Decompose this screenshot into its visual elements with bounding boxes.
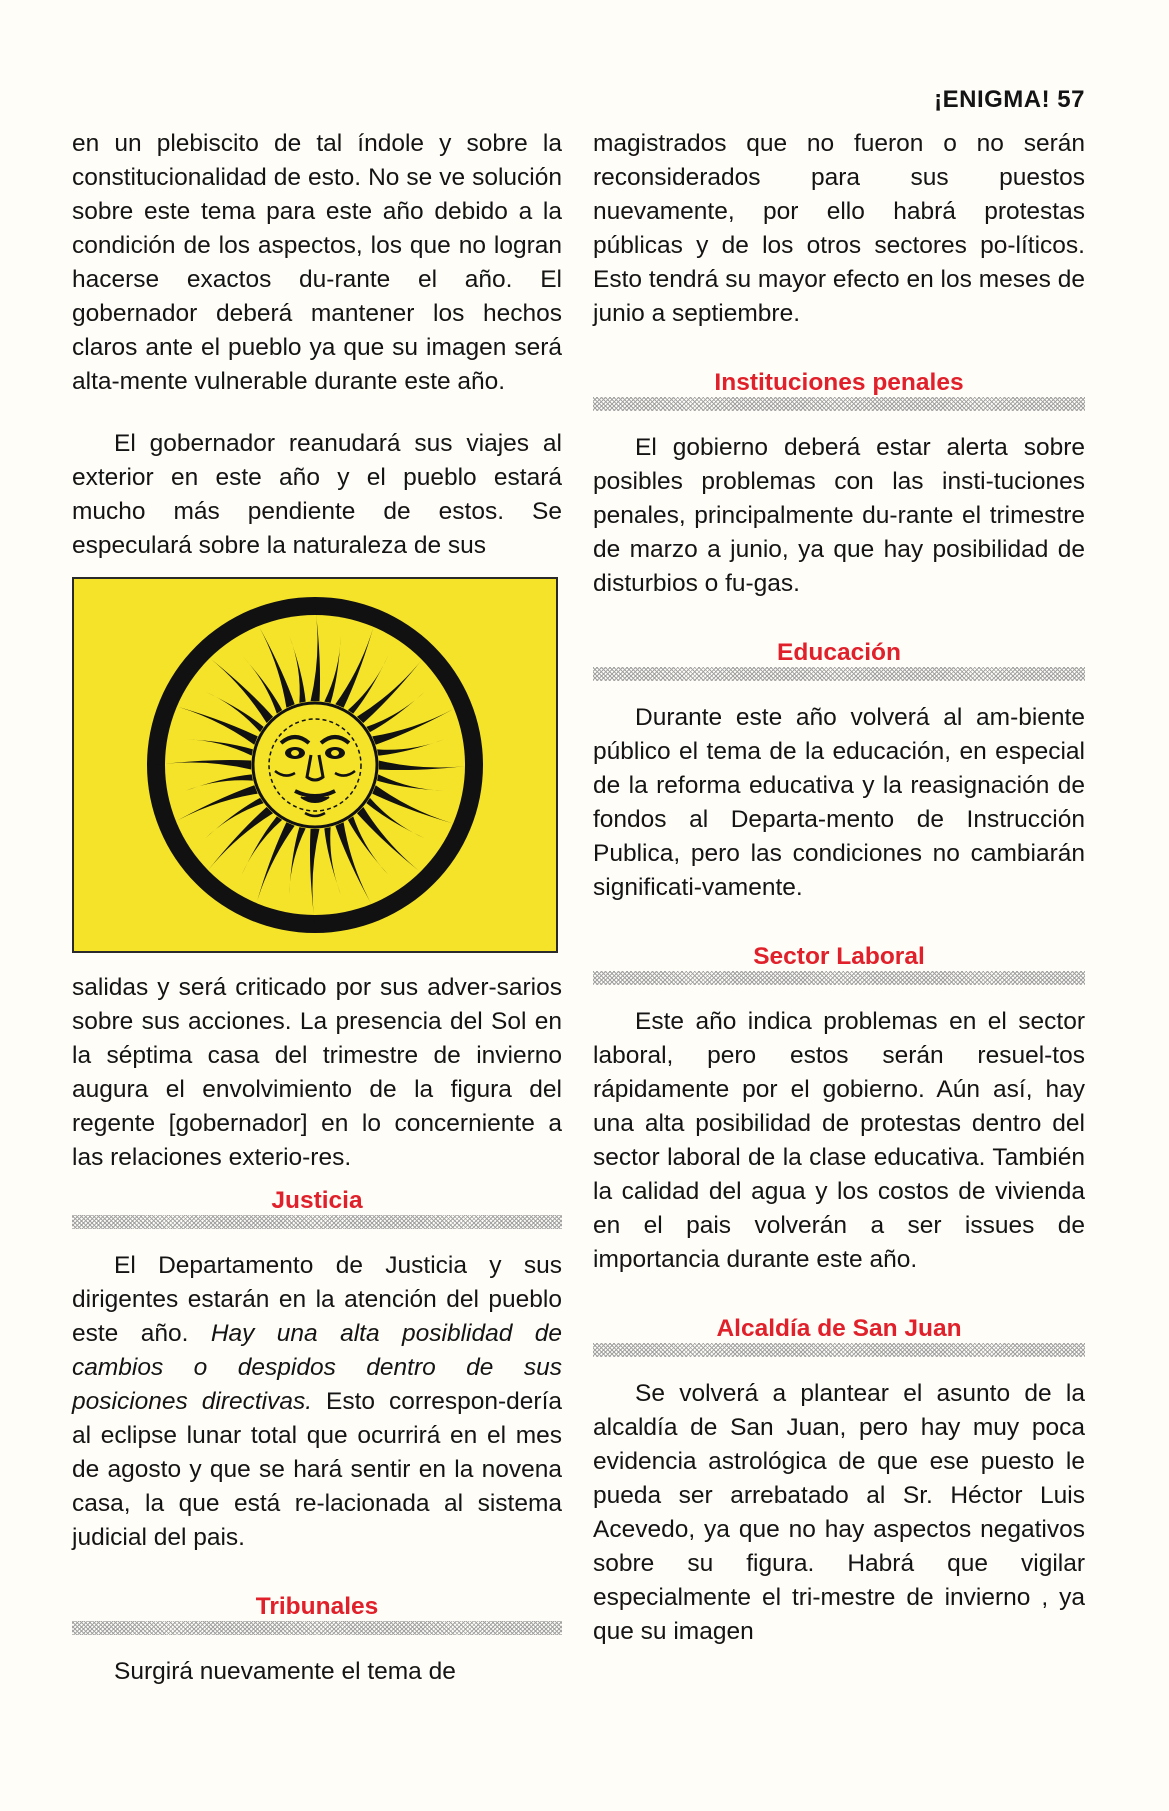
section-title-tribunales: Tribunales: [255, 1593, 379, 1620]
justicia-text-b: Esto correspon-dería al eclipse lunar total que ocurrirá en el mes de agosto y que se hará sentir en la novena casa, la que está re-lacionada al sistema judicial del pais.: [72, 1388, 562, 1551]
hatched-divider: [593, 667, 1085, 681]
left-column: [72, 127, 562, 1689]
magazine-name: ¡ENIGMA!: [934, 86, 1051, 113]
paragraph-justicia: [72, 1249, 562, 1555]
section-title-alcaldia: Alcaldía de San Juan: [716, 1315, 962, 1342]
hatched-divider: [593, 971, 1085, 985]
section-heading-justicia: [72, 1189, 562, 1229]
section-heading-tribunales: [72, 1595, 562, 1635]
sun-illustration: [72, 577, 558, 953]
paragraph-salidas: salidas y será criticado por sus adver-sarios sobre sus acciones. La presencia del Sol en la séptima casa del trimestre de invierno augura el envolvimiento de la figura del regente [gobernador] en lo concerniente a las relaciones exterio-res.: [72, 974, 562, 1171]
sun-face-icon: [80, 585, 550, 945]
paragraph-laboral: Este año indica problemas en el sector laboral, pero estos serán resuel-tos rápidamente por el gobierno. Aún así, hay una alta posibilidad de protestas dentro del sector laboral de la clase educativa. También la calidad del agua y los costos de vivienda en el pais volverán a ser issues de importancia durante este año.: [593, 1008, 1085, 1273]
section-heading-alcaldia: [593, 1317, 1085, 1357]
justicia-text-a: El Departamento de Justicia y sus dirigentes estarán en la atención del pueblo este año.: [72, 1252, 562, 1347]
right-column: [593, 127, 1085, 1649]
page-number: 57: [1057, 86, 1085, 113]
paragraph-magistrados: magistrados que no fueron o no serán reconsiderados para sus puestos nuevamente, por ello habrá protestas públicas y de los otros sectores po-líticos. Esto tendrá su mayor efecto en los meses de junio a septiembre.: [593, 130, 1085, 327]
section-heading-laboral: [593, 945, 1085, 985]
section-title-instituciones: Instituciones penales: [714, 369, 964, 396]
section-title-justicia: Justicia: [271, 1187, 363, 1214]
paragraph-plebiscito: en un plebiscito de tal índole y sobre la constitucionalidad de esto. No se ve solución sobre este tema para este año debido a la condición de los aspectos, los que no logran hacerse exactos du-rante el año. El gobernador deberá mantener los hechos claros ante el pueblo ya que su imagen será alta-mente vulnerable durante este año.: [72, 130, 562, 395]
paragraph-educacion: Durante este año volverá al am-biente público el tema de la educación, en especial de la reforma educativa y la reasignación de fondos al Departa-mento de Instrucción Publica, pero las condiciones no cambiarán significati-vamente.: [593, 704, 1085, 901]
hatched-divider: [72, 1215, 562, 1229]
paragraph-tribunales: Surgirá nuevamente el tema de: [114, 1658, 456, 1685]
section-title-laboral: Sector Laboral: [753, 943, 925, 970]
hatched-divider: [593, 397, 1085, 411]
hatched-divider: [593, 1343, 1085, 1357]
section-heading-instituciones: [593, 371, 1085, 411]
page-header: [0, 86, 1085, 114]
paragraph-viajes: El gobernador reanudará sus viajes al exterior en este año y el pueblo estará mucho más pendiente de estos. Se especulará sobre la naturaleza de sus: [72, 430, 562, 559]
section-heading-educacion: [593, 641, 1085, 681]
justicia-text-italic: Hay una alta posiblidad de cambios o despidos dentro de sus posiciones directivas.: [72, 1320, 563, 1415]
paragraph-alcaldia: Se volverá a plantear el asunto de la alcaldía de San Juan, pero hay muy poca evidencia astrológica de que ese puesto le pueda ser arrebatado al Sr. Héctor Luis Acevedo, ya que no hay aspectos negativos sobre su figura. Habrá que vigilar especialmente el tri-mestre de invierno , ya que su imagen: [593, 1380, 1085, 1645]
section-title-educacion: Educación: [777, 639, 901, 666]
paragraph-instituciones: El gobierno deberá estar alerta sobre posibles problemas con las insti-tuciones penales, principalmente du-rante el trimestre de marzo a junio, ya que hay posibilidad de disturbios o fu-gas.: [593, 434, 1085, 597]
hatched-divider: [72, 1621, 562, 1635]
